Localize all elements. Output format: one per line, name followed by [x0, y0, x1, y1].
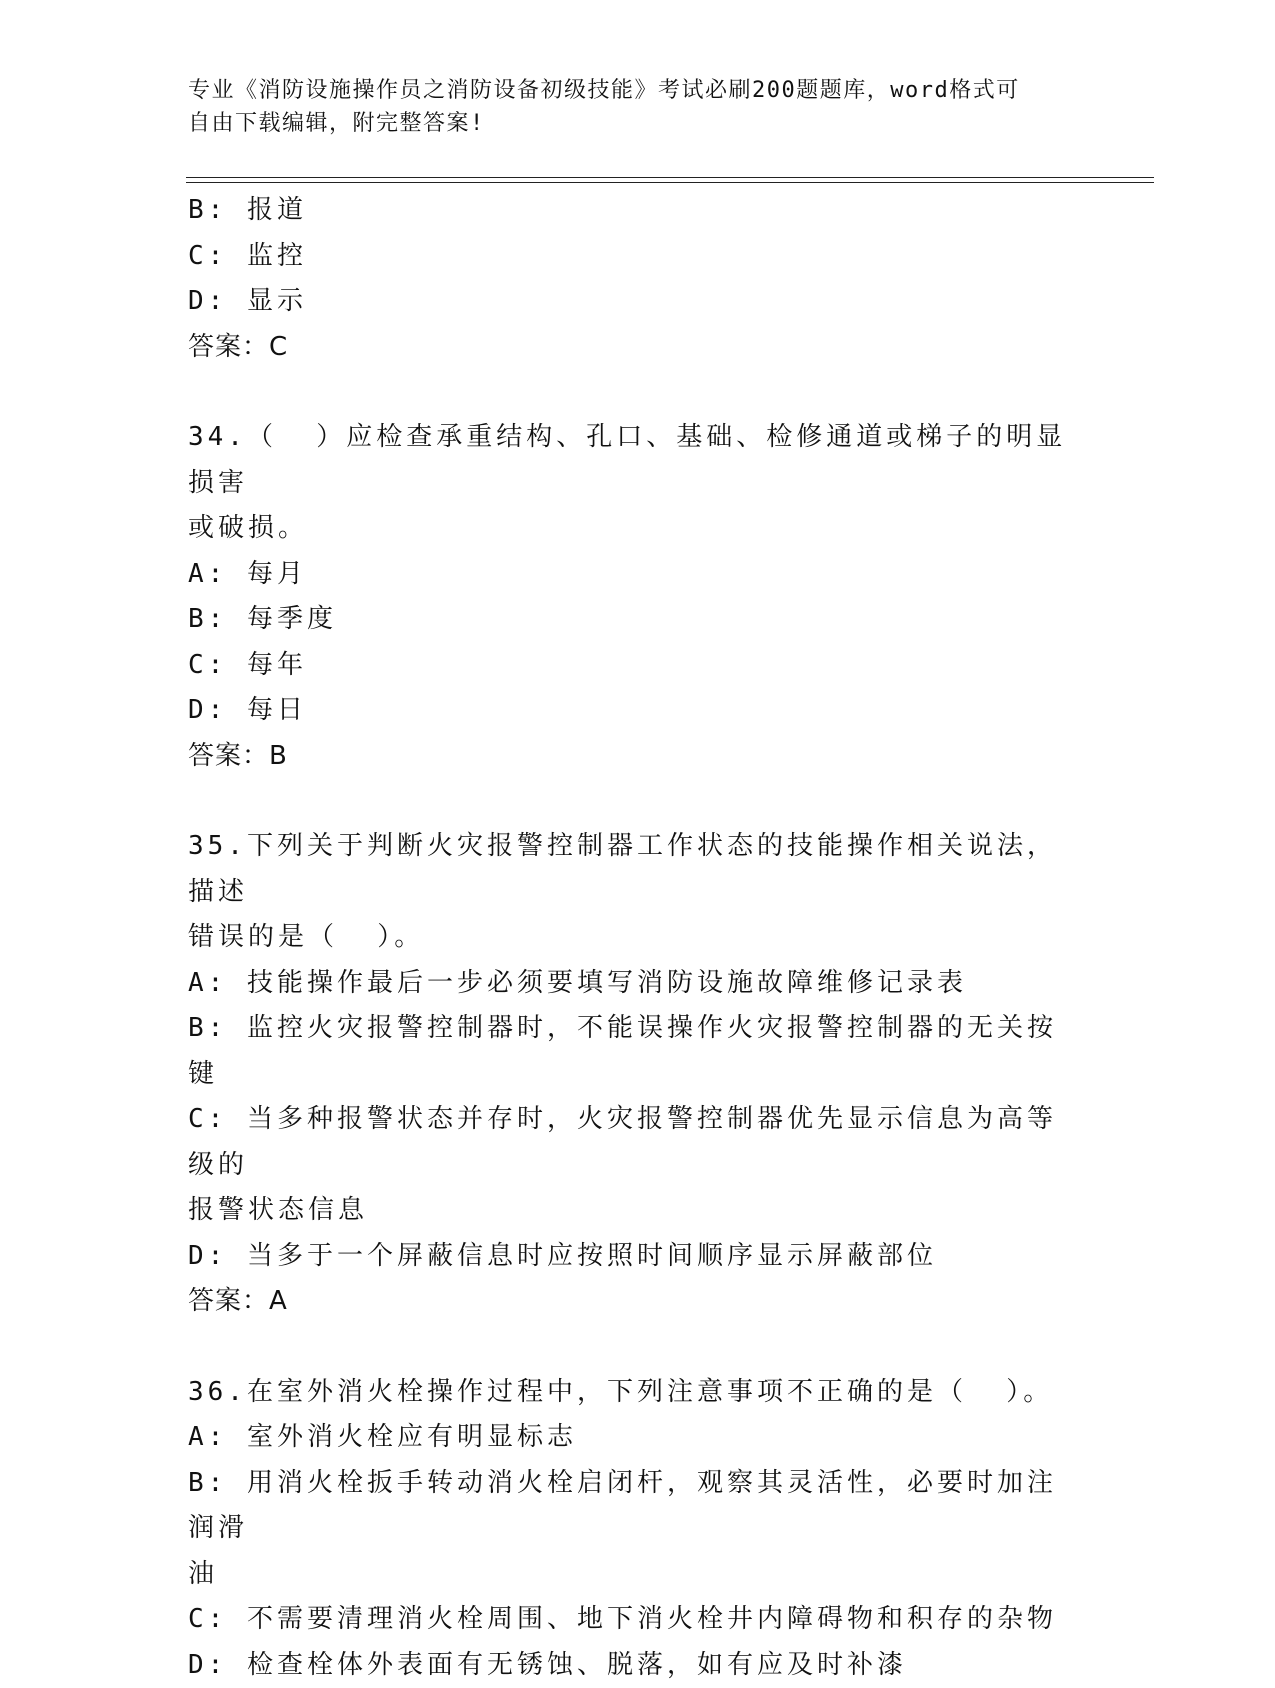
option-a: A: 室外消火栓应有明显标志 — [188, 1415, 1078, 1461]
option-b: B: 报道 — [188, 188, 1078, 234]
question-36 — [188, 1370, 1078, 1688]
spacer — [188, 370, 1078, 415]
header-divider-bottom — [186, 182, 1154, 183]
option-d: D: 检查栓体外表面有无锈蚀、脱落，如有应及时补漆 — [188, 1643, 1078, 1688]
header-divider-top — [186, 177, 1154, 178]
option-d: D: 显示 — [188, 279, 1078, 325]
option-c: C: 当多种报警状态并存时，火灾报警控制器优先显示信息为高等级的 — [188, 1097, 1078, 1188]
question-35 — [188, 824, 1078, 1325]
option-b: B: 用消火栓扳手转动消火栓启闭杆，观察其灵活性，必要时加注润滑 — [188, 1461, 1078, 1552]
question-33-tail — [188, 188, 1078, 370]
option-b-continued: 油 — [188, 1552, 1078, 1598]
spacer — [188, 779, 1078, 824]
question-stem-continued: 或破损。 — [188, 506, 1078, 552]
question-stem-continued: 错误的是（ ）。 — [188, 915, 1078, 961]
option-d: D: 每日 — [188, 688, 1078, 734]
header-line-2: 自由下载编辑，附完整答案! — [188, 107, 1068, 140]
option-a: A: 每月 — [188, 552, 1078, 598]
question-34 — [188, 415, 1078, 779]
option-b: B: 监控火灾报警控制器时，不能误操作火灾报警控制器的无关按键 — [188, 1006, 1078, 1097]
question-content — [188, 188, 1078, 1688]
option-a: A: 技能操作最后一步必须要填写消防设施故障维修记录表 — [188, 961, 1078, 1007]
spacer — [188, 1325, 1078, 1370]
option-b: B: 每季度 — [188, 597, 1078, 643]
question-stem: 36.在室外消火栓操作过程中，下列注意事项不正确的是（ ）。 — [188, 1370, 1078, 1416]
option-d: D: 当多于一个屏蔽信息时应按照时间顺序显示屏蔽部位 — [188, 1234, 1078, 1280]
option-c-continued: 报警状态信息 — [188, 1188, 1078, 1234]
answer-text: 答案：C — [188, 325, 1078, 371]
answer-text: 答案：B — [188, 734, 1078, 780]
page-header — [188, 74, 1068, 140]
option-c: C: 每年 — [188, 643, 1078, 689]
question-stem: 34.（ ）应检查承重结构、孔口、基础、检修通道或梯子的明显损害 — [188, 415, 1078, 506]
option-c: C: 监控 — [188, 234, 1078, 280]
option-c: C: 不需要清理消火栓周围、地下消火栓井内障碍物和积存的杂物 — [188, 1597, 1078, 1643]
header-line-1: 专业《消防设施操作员之消防设备初级技能》考试必刷200题题库，word格式可 — [188, 74, 1068, 107]
question-stem: 35.下列关于判断火灾报警控制器工作状态的技能操作相关说法，描述 — [188, 824, 1078, 915]
answer-text: 答案：A — [188, 1279, 1078, 1325]
